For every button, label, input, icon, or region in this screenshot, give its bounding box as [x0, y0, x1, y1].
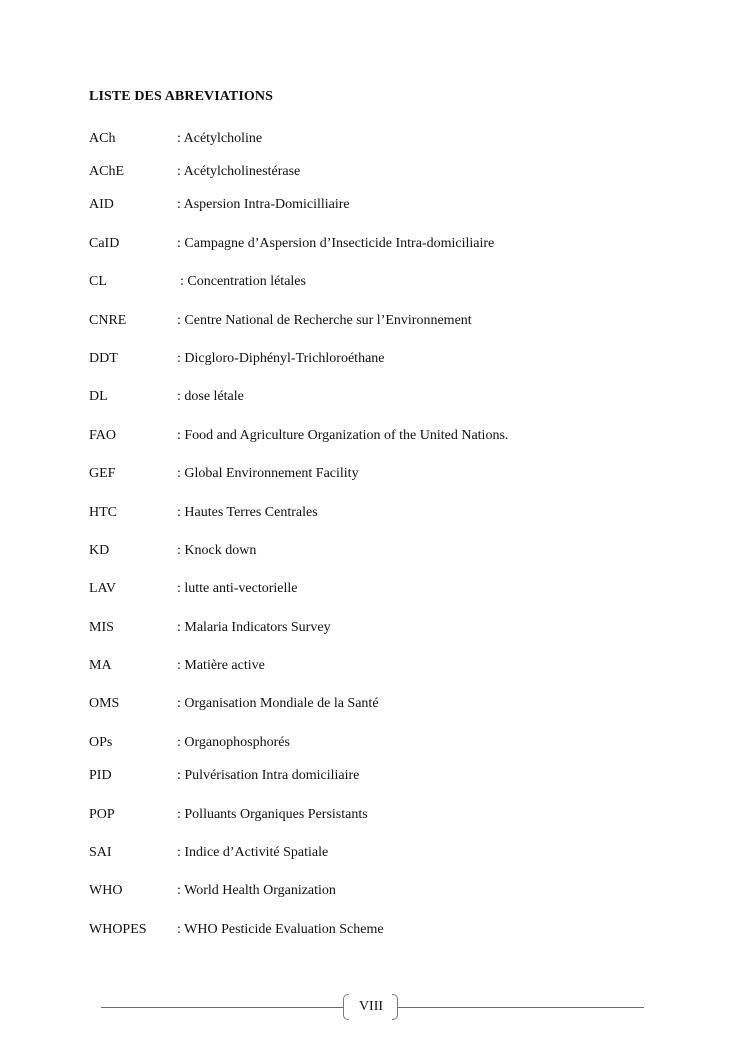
abbreviation: FAO: [89, 428, 116, 443]
abbreviation: LAV: [89, 581, 116, 596]
list-item: [89, 426, 689, 446]
list-item: [89, 579, 689, 599]
page-number: VIII: [358, 999, 384, 1014]
definition: : Polluants Organiques Persistants: [177, 807, 368, 822]
abbreviation: GEF: [89, 466, 116, 481]
definition: : Campagne d’Aspersion d’Insecticide Intra-domiciliaire: [177, 236, 495, 251]
abbreviation: DDT: [89, 351, 118, 366]
definition: : Dicgloro-Diphényl-Trichloroéthane: [177, 351, 385, 366]
definition: : Malaria Indicators Survey: [177, 620, 331, 635]
definition: : Global Environnement Facility: [177, 466, 359, 481]
definition: : Knock down: [177, 543, 257, 558]
abbreviation: CaID: [89, 236, 120, 251]
page-title: LISTE DES ABREVIATIONS: [89, 89, 274, 104]
definition: : WHO Pesticide Evaluation Scheme: [177, 922, 384, 937]
abbreviation: SAI: [89, 845, 112, 860]
definition: : Centre National de Recherche sur l’Environnement: [177, 313, 472, 328]
definition: : World Health Organization: [177, 883, 336, 898]
list-item: [89, 387, 689, 407]
abbreviation: WHO: [89, 883, 123, 898]
definition: : Organophosphorés: [177, 735, 290, 750]
definition: : lutte anti-vectorielle: [177, 581, 298, 596]
abbreviation: AID: [89, 197, 114, 212]
abbreviation: WHOPES: [89, 922, 147, 937]
list-item: [89, 349, 689, 369]
abbreviation: OPs: [89, 735, 113, 750]
abbreviation: AChE: [89, 164, 124, 179]
definition: : Pulvérisation Intra domiciliaire: [177, 768, 360, 783]
definition: : Organisation Mondiale de la Santé: [177, 696, 379, 711]
page-footer: [101, 994, 644, 1022]
abbreviation: DL: [89, 389, 108, 404]
list-item: [89, 766, 689, 786]
abbreviation: POP: [89, 807, 115, 822]
list-item: [89, 162, 689, 182]
abbreviation: CL: [89, 274, 107, 289]
definition: : Acétylcholine: [177, 131, 263, 146]
list-item: [89, 195, 689, 215]
list-item: [89, 464, 689, 484]
list-item: [89, 694, 689, 714]
list-item: [89, 618, 689, 638]
list-item: [89, 541, 689, 561]
abbreviation: MIS: [89, 620, 114, 635]
abbreviation: MA: [89, 658, 112, 673]
definition: : Aspersion Intra-Domicilliaire: [177, 197, 350, 212]
list-item: [89, 129, 689, 149]
list-item: [89, 311, 689, 331]
definition: : Acétylcholinestérase: [177, 164, 301, 179]
definition: : Food and Agriculture Organization of the United Nations.: [177, 428, 509, 443]
definition: : Concentration létales: [180, 274, 306, 289]
list-item: [89, 881, 689, 901]
abbreviation: CNRE: [89, 313, 127, 328]
list-item: [89, 920, 689, 940]
footer-rule-left: [101, 1007, 343, 1008]
abbreviation: KD: [89, 543, 110, 558]
list-item: [89, 234, 689, 254]
list-item: [89, 272, 689, 292]
list-item: [89, 733, 689, 753]
definition: : Matière active: [177, 658, 265, 673]
abbreviation: PID: [89, 768, 112, 783]
left-brace-icon: [343, 994, 349, 1020]
list-item: [89, 656, 689, 676]
abbreviation: HTC: [89, 505, 117, 520]
abbreviation: OMS: [89, 696, 120, 711]
abbreviation: ACh: [89, 131, 116, 146]
definition: : dose létale: [177, 389, 244, 404]
footer-rule-right: [398, 1007, 644, 1008]
list-item: [89, 503, 689, 523]
definition: : Indice d’Activité Spatiale: [177, 845, 329, 860]
list-item: [89, 843, 689, 863]
list-item: [89, 805, 689, 825]
definition: : Hautes Terres Centrales: [177, 505, 318, 520]
